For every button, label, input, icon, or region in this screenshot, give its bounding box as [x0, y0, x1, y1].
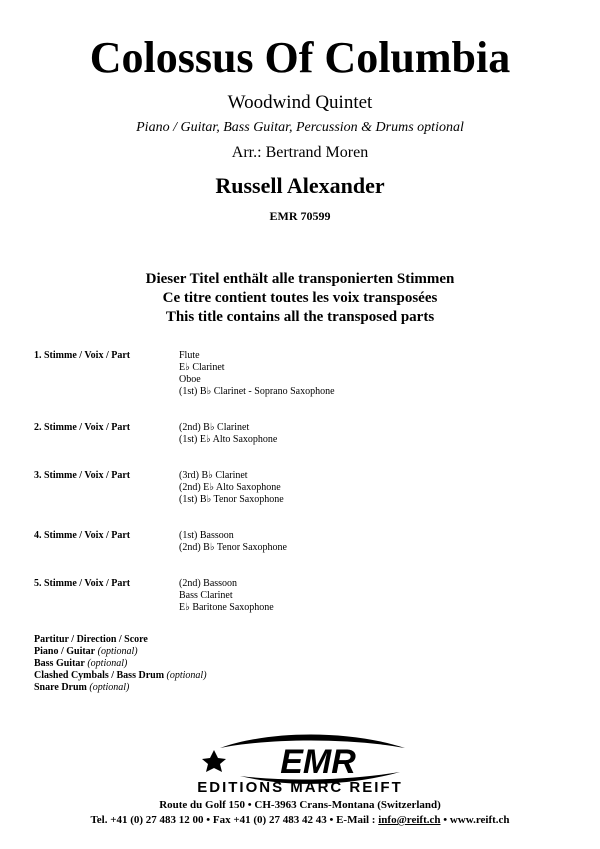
part-label: 5. Stimme / Voix / Part	[34, 578, 131, 589]
arranger-credit: Arr.: Bertrand Moren	[231, 144, 369, 161]
instrument-name: (2nd) E♭ Alto Saxophone	[179, 482, 281, 493]
publisher-address: Route du Golf 150 • CH-3963 Crans-Montana (Switzerland)	[159, 799, 441, 811]
publisher-contact	[0, 813, 600, 827]
instrument-name: (1st) B♭ Tenor Saxophone	[179, 494, 284, 505]
optional-instrumentation: Piano / Guitar, Bass Guitar, Percussion & Drums optional	[136, 120, 464, 135]
composer-name: Russell Alexander	[215, 173, 385, 198]
notice-french: Ce titre contient toutes les voix transposées	[162, 290, 438, 306]
extra-part-row	[34, 682, 207, 694]
instrument-name: (2nd) Bassoon	[179, 578, 238, 589]
extra-part-name: Piano / Guitar	[34, 646, 96, 657]
instrument-name: Bass Clarinet	[179, 590, 233, 601]
part-label: 1. Stimme / Voix / Part	[34, 350, 131, 361]
optional-note: (optional)	[89, 682, 130, 693]
instrument-name: Flute	[179, 350, 200, 361]
extra-part-row	[34, 670, 207, 682]
logo-star-icon	[202, 750, 226, 772]
contact-phone-fax: Tel. +41 (0) 27 483 12 00 • Fax +41 (0) 27 483 42 43 • E-Mail :	[90, 814, 379, 826]
optional-note: (optional)	[87, 658, 128, 669]
contact-website[interactable]: • www.reift.ch	[440, 814, 510, 826]
transposed-parts-notice	[0, 270, 600, 327]
instrument-name: (1st) E♭ Alto Saxophone	[179, 434, 278, 445]
notice-german: Dieser Titel enthält alle transponierten Stimmen	[145, 271, 455, 287]
instrument-name: E♭ Baritone Saxophone	[179, 602, 274, 613]
extra-part-name: Partitur / Direction / Score	[34, 634, 148, 645]
part-instruments	[179, 578, 274, 614]
extra-part-name: Snare Drum	[34, 682, 87, 693]
instrument-name: Oboe	[179, 374, 201, 385]
piece-title: Colossus Of Columbia	[89, 33, 511, 82]
extra-part-name: Bass Guitar	[34, 658, 85, 669]
part-instruments	[179, 422, 277, 446]
instrument-name: (1st) Bassoon	[179, 530, 234, 541]
catalog-number: EMR 70599	[269, 209, 331, 223]
part-label: 4. Stimme / Voix / Part	[34, 530, 131, 541]
optional-note: (optional)	[166, 670, 207, 681]
publisher-name: EDITIONS MARC REIFT	[197, 779, 403, 796]
logo-letters: EMR	[280, 743, 356, 781]
notice-english: This title contains all the transposed parts	[165, 309, 435, 325]
extra-part-row	[34, 658, 207, 670]
extra-part-row	[34, 646, 207, 658]
part-instruments	[179, 350, 335, 398]
ensemble-subtitle: Woodwind Quintet	[227, 92, 373, 113]
part-label: 3. Stimme / Voix / Part	[34, 470, 131, 481]
part-instruments	[179, 530, 287, 554]
part-instruments	[179, 470, 284, 506]
instrument-name: (2nd) B♭ Clarinet	[179, 422, 250, 433]
email-link[interactable]: info@reift.ch	[378, 814, 441, 826]
extra-part-name: Clashed Cymbals / Bass Drum	[34, 670, 165, 681]
instrument-name: E♭ Clarinet	[179, 362, 225, 373]
instrument-name: (2nd) B♭ Tenor Saxophone	[179, 542, 287, 553]
instrument-name: (3rd) B♭ Clarinet	[179, 470, 248, 481]
instrument-name: (1st) B♭ Clarinet - Soprano Saxophone	[179, 386, 335, 397]
part-label: 2. Stimme / Voix / Part	[34, 422, 131, 433]
optional-note: (optional)	[97, 646, 138, 657]
extra-part-row	[34, 634, 207, 646]
additional-parts-list	[34, 634, 207, 694]
